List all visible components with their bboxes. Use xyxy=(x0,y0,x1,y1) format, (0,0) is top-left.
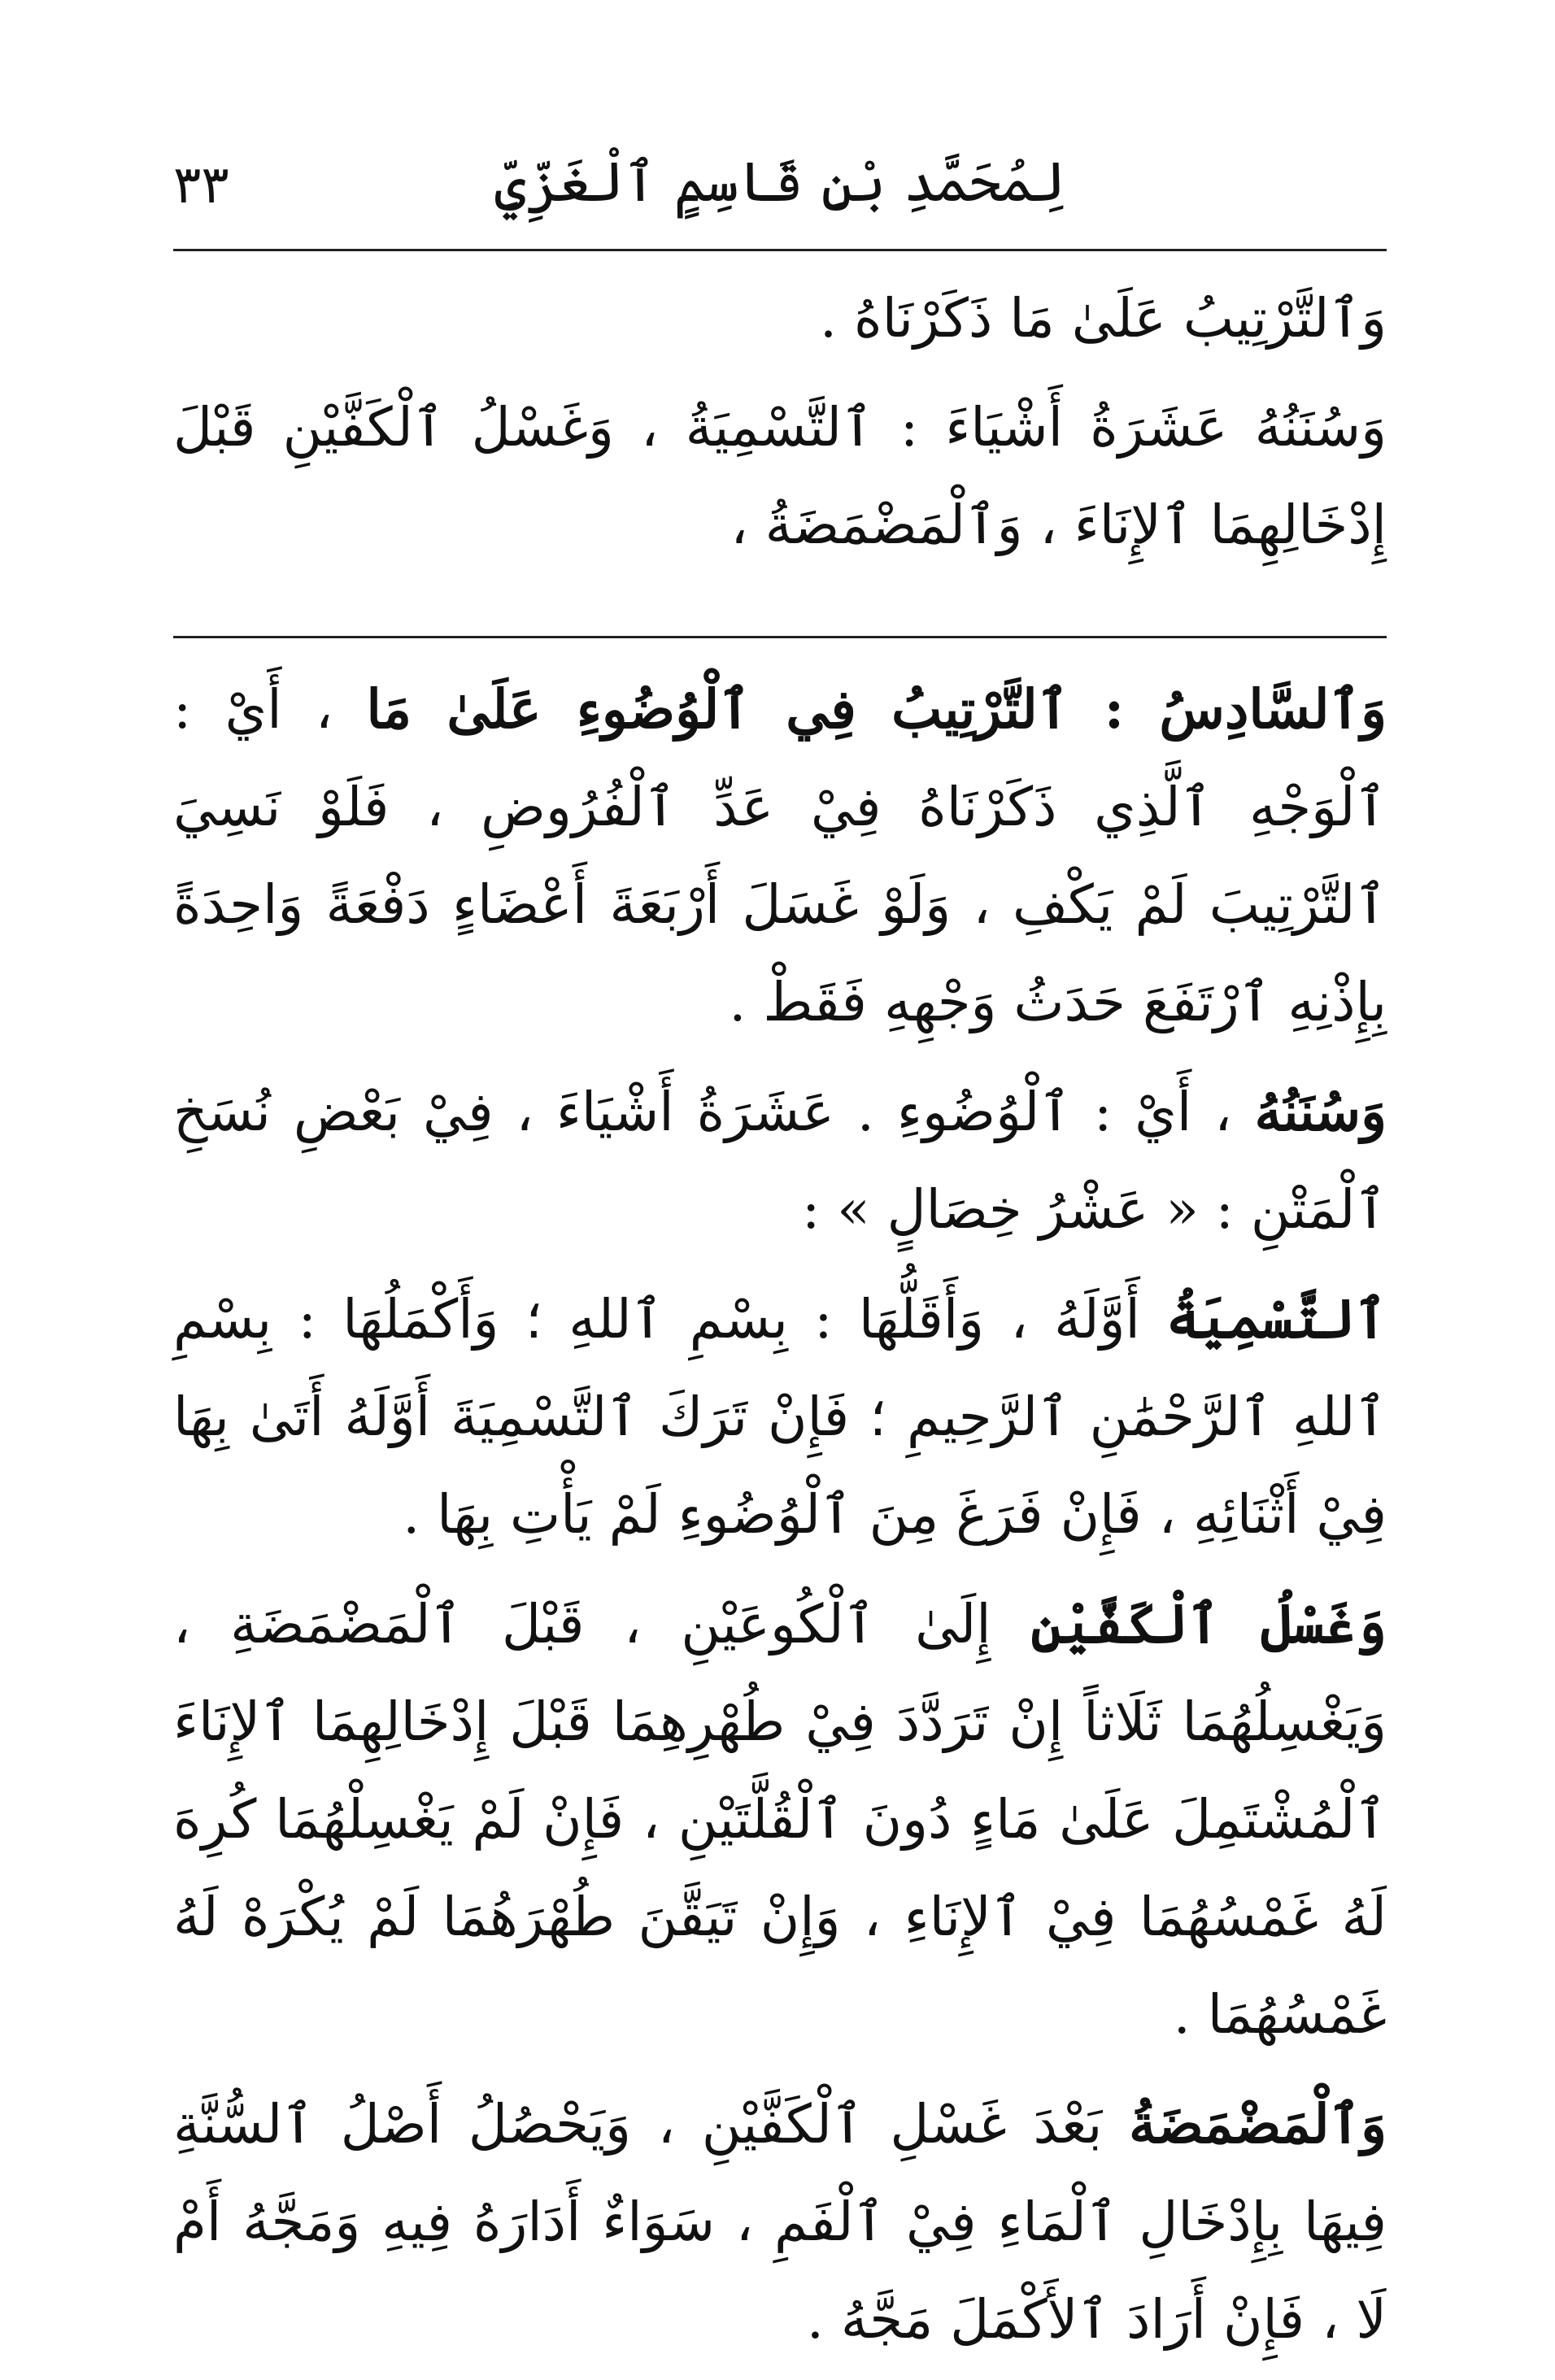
matn-commentary-divider xyxy=(173,636,1387,638)
commentary-text xyxy=(173,660,1387,2380)
matn-text xyxy=(173,270,1387,585)
running-title: لِمُحَمَّدِ بْنِ قَاسِمٍ ٱلْغَزِّيِّ xyxy=(494,150,1066,215)
matn-line: وَسُنَنُهُ عَشَرَةُ أَشْيَاءَ : ٱلتَّسْمِيَةُ ، وَغَسْلُ ٱلْكَفَّيْنِ قَبْلَ إِدْخَالِهِمَا ٱلإِنَاءَ ، وَٱلْمَضْمَضَةُ ، xyxy=(173,396,1387,556)
paragraph-body: ، أَيْ : ٱلْوَجْهِ ٱلَّذِي ذَكَرْنَاهُ فِيْ عَدِّ ٱلْفُرُوضِ ، فَلَوْ نَسِيَ ٱلتَّرْتِيبَ لَمْ يَكْفِ ، وَلَوْ غَسَلَ أَرْبَعَةَ أَعْضَاءٍ دَفْعَةً وَاحِدَةً بِإِذْنِهِ ٱرْتَفَعَ حَدَثُ وَجْهِهِ فَقَطْ . xyxy=(173,678,1387,1033)
header-divider xyxy=(173,249,1387,251)
page-header xyxy=(173,138,1387,244)
paragraph-lead: وَٱلسَّادِسُ : ٱلتَّرْتِيبُ فِي ٱلْوُضُوءِ عَلَىٰ مَا xyxy=(366,677,1387,741)
paragraph-lead: وَسُنَنُهُ xyxy=(1254,1080,1387,1143)
page-number: ٣٣ xyxy=(173,155,229,215)
paragraph-lead: ٱلتَّسْمِيَةُ xyxy=(1166,1287,1387,1351)
paragraph-body: إِلَىٰ ٱلْكُوعَيْنِ ، قَبْلَ ٱلْمَضْمَضَةِ ، وَيَغْسِلُهُمَا ثَلَاثاً إِنْ تَرَدَّدَ فِيْ طُهْرِهِمَا قَبْلَ إِدْخَالِهِمَا ٱلإِنَاءَ ٱلْمُشْتَمِلَ عَلَىٰ مَاءٍ دُونَ ٱلْقُلَّتَيْنِ ، فَإِنْ لَمْ يَغْسِلْهُمَا كُرِهَ لَهُ غَمْسُهُمَا فِيْ ٱلإِنَاءِ ، وَإِنْ تَيَقَّنَ طُهْرَهُمَا لَمْ يُكْرَهْ لَهُ غَمْسُهُمَا . xyxy=(173,1593,1387,2046)
commentary-paragraph xyxy=(173,660,1387,1051)
commentary-paragraph xyxy=(173,1575,1387,2064)
paragraph-lead: وَغَسْلُ ٱلْكَفَّيْنِ xyxy=(1030,1592,1387,1656)
paragraph-lead: وَٱلْمَضْمَضَةُ xyxy=(1129,2092,1387,2156)
paragraph-body: أَوَّلَهُ ، وَأَقَلُّهَا : بِسْمِ ٱللهِ ؛ وَأَكْمَلُهَا : بِسْمِ ٱللهِ ٱلرَّحْمَٰنِ ٱلرَّحِيمِ ؛ فَإِنْ تَرَكَ ٱلتَّسْمِيَةَ أَوَّلَهُ أَتَىٰ بِهَا فِيْ أَثْنَائِهِ ، فَإِنْ فَرَغَ مِنَ ٱلْوُضُوءِ لَمْ يَأْتِ بِهَا . xyxy=(173,1288,1387,1546)
commentary-paragraph xyxy=(173,1270,1387,1564)
commentary-paragraph xyxy=(173,1063,1387,1259)
commentary-paragraph xyxy=(173,2075,1387,2369)
paragraph-body: ، أَيْ : ٱلْوُضُوءِ . عَشَرَةُ أَشْيَاءَ ، فِيْ بَعْضِ نُسَخِ ٱلْمَتْنِ : « عَشْرُ خِصَالٍ » : xyxy=(173,1081,1387,1241)
paragraph-body: بَعْدَ غَسْلِ ٱلْكَفَّيْنِ ، وَيَحْصُلُ أَصْلُ ٱلسُّنَّةِ فِيهَا بِإِدْخَالِ ٱلْمَاءِ فِيْ ٱلْفَمِ ، سَوَاءٌ أَدَارَهُ فِيهِ وَمَجَّهُ أَمْ لَا ، فَإِنْ أَرَادَ ٱلأَكْمَلَ مَجَّهُ . xyxy=(173,2093,1387,2351)
matn-line: وَٱلتَّرْتِيبُ عَلَىٰ مَا ذَكَرْنَاهُ . xyxy=(820,287,1387,350)
